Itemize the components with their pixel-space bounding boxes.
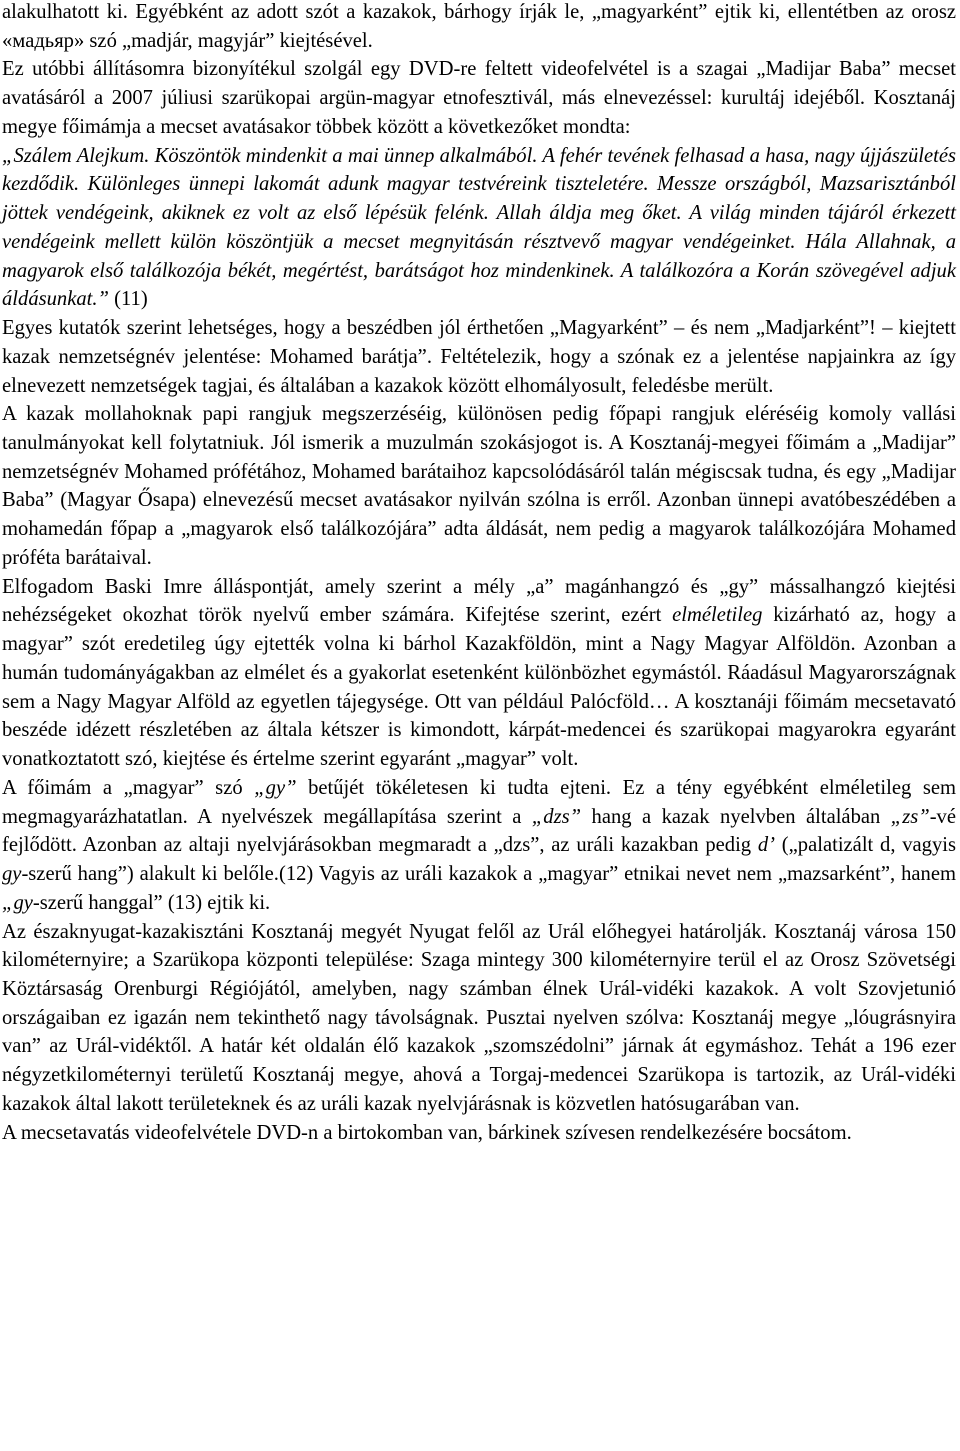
body-paragraph — [2, 314, 956, 400]
text-run: Ez utóbbi állításomra bizonyítékul szolgál egy DVD-re feltett videofelvétel is a szagai „Madijar Baba” mecset avatásáról a 2007 júliusi szarükopai argün-magyar etnofesztivál, más elnevezéssel: kurultáj idejéből. Kosztanáj megye főimámja a mecset avatásakor többek között a következőket mondta: — [2, 58, 956, 138]
text-run: -vé fejlődött. Azonban az altaji nyelvjárásokban megmaradt a „dzs”, az uráli kazakban pedig — [2, 805, 956, 857]
body-paragraph — [2, 142, 956, 314]
text-run: -szerű hang”) alakult ki belőle.(12) Vagyis az uráli kazakok a „magyar” etnikai nevet nem „mazsarként”, hanem — [21, 863, 956, 886]
text-run: (11) — [108, 288, 148, 311]
text-run: kizárható az, hogy a magyar” szót eredetileg úgy ejtették volna ki bárhol Kazakföldön, mint a Nagy Magyar Alföldön. Azonban a humán tudományágakban az elmélet és a gyakorlat esetenként különbözhet egymástól. Ráadásul Magyarországnak sem a Nagy Magyar Alföld az egyetlen tájegysége. Ott van például Palócföld… A kosztanáji főimám mecsetavató beszéde idézett részletében az általa kétszer is kimondott, kárpát-medencei és szarükopai magyarokra egyaránt vonatkoztatott szó, kiejtése és értelme szerint egyaránt „magyar” volt. — [2, 604, 956, 771]
document-page — [2, 0, 956, 1147]
text-run: hang a kazak nyelvben általában — [581, 805, 891, 828]
body-paragraph — [2, 55, 956, 141]
italic-text-run: elméletileg — [672, 604, 763, 627]
text-run: alakulhatott ki. Egyébként az adott szót a kazakok, bárhogy írják le, „magyarként” ejtik ki, ellentétben az orosz «мадьяр» szó „madjár, magyjár” kiejtésével. — [2, 1, 956, 52]
italic-text-run: „Szálem Alejkum. Köszöntök mindenkit a mai ünnep alkalmából. A fehér tevének felhasad a hasa, nagy újjászületés kezdődik. Különleges ünnepi lakomát adunk magyar testvéreink tiszteletére. Messze országból, Mazsarisztánból jöttek vendégeink, akiknek ez volt az első lépésük felénk. Allah áldja meg őket. A világ minden tájáról érkezett vendégeink mellett külön köszöntjük a mecset megnyitásán résztvevő magyar vendégeinket. Hála Allahnak, a magyarok első találkozója békét, megértést, barátságot hoz mindenkinek. A találkozóra a Korán szövegével adjuk áldásunkat.” — [2, 144, 956, 311]
italic-text-run: d’ — [757, 834, 776, 857]
text-run: -szerű hanggal” (13) ejtik ki. — [32, 891, 271, 914]
text-run: betűjét tökéletesen ki tudta ejteni. Ez a tény egyébként elméletileg sem megmagyarázhatatlan. A nyelvészek megállapítása szerint a — [2, 776, 956, 828]
italic-text-run: „dzs” — [531, 805, 582, 828]
text-run: Egyes kutatók szerint lehetséges, hogy a beszédben jól érthetően „Magyarként” – és nem „Madjarként”! – kiejtett kazak nemzetségnév jelentése: Mohamed barátja”. Feltételezik, hogy a szónak ez a jelentése napjainkra az így elnevezett nemzetségek tagjai, és általában a kazakok között elhomályosult, feledésbe merült. — [2, 317, 956, 397]
body-paragraph — [2, 0, 956, 55]
body-paragraph — [2, 400, 956, 572]
text-run: A kazak mollahoknak papi rangjuk megszerzéséig, különösen pedig főpapi rangjuk eléréséig komoly vallási tanulmányokat kell folytatniuk. Jól ismerik a muzulmán szokásjogot is. A Kosztanáj-megyei főimám a „Madijar” nemzetségnév Mohamed prófétához, Mohamed barátaihoz kapcsolódásáról talán mégiscsak tudna, és egy „Madijar Baba” (Magyar Ősapa) elnevezésű mecset avatásakor nyilván szólna is erről. Azonban ünnepi avatóbeszédében a mohamedán főpap a „magyarok első találkozójára” adta áldását, nem pedig a magyarok találkozójára Mohamed próféta barátaival. — [2, 403, 956, 569]
body-paragraph — [2, 1119, 956, 1148]
text-run: („palatizált d, vagyis — [775, 834, 956, 857]
italic-text-run: gy — [2, 863, 22, 886]
text-run: Elfogadom Baski Imre álláspontját, amely szerint a mély „a” magánhangzó és „gy” mássalhangzó kiejtési nehézségeket okozhat török nyelvű ember számára. Kifejtése szerint, ezért — [2, 575, 956, 627]
italic-text-run: „gy” — [254, 776, 297, 799]
italic-text-run: „gy — [2, 891, 33, 914]
italic-text-run: „zs” — [890, 805, 930, 828]
body-paragraph — [2, 918, 956, 1119]
text-run: A főimám a „magyar” szó — [2, 776, 255, 799]
body-paragraph — [2, 774, 956, 918]
body-paragraph — [2, 573, 956, 774]
text-run: A mecsetavatás videofelvétele DVD-n a birtokomban van, bárkinek szívesen rendelkezésére bocsátom. — [2, 1121, 852, 1144]
text-run: Az északnyugat-kazakisztáni Kosztanáj megyét Nyugat felől az Urál előhegyei határolják. Kosztanáj városa 150 kilométernyire; a Szarükopa központi települése: Szaga mintegy 300 kilométernyire terül el az Orosz Szövetségi Köztársaság Orenburgi Régiójától, amelyben, nagy számban élnek Urál-vidéki kazakok. A volt Szovjetunió országaiban ez igazán nem tekinthető nagy távolságnak. Pusztai nyelven szólva: Kosztanáj megye „lóugrásnyira van” az Urál-vidéktől. A határ két oldalán élő kazakok „szomszédolni” járnak át egymáshoz. Tehát a 196 ezer négyzetkilométernyi területű Kosztanáj megye, ahová a Torgaj-medencei Szarükopa is tartozik, az Urál-vidéki kazakok által lakott területeknek és az uráli kazak nyelvjárásnak is közvetlen hatósugarában van. — [2, 920, 956, 1115]
